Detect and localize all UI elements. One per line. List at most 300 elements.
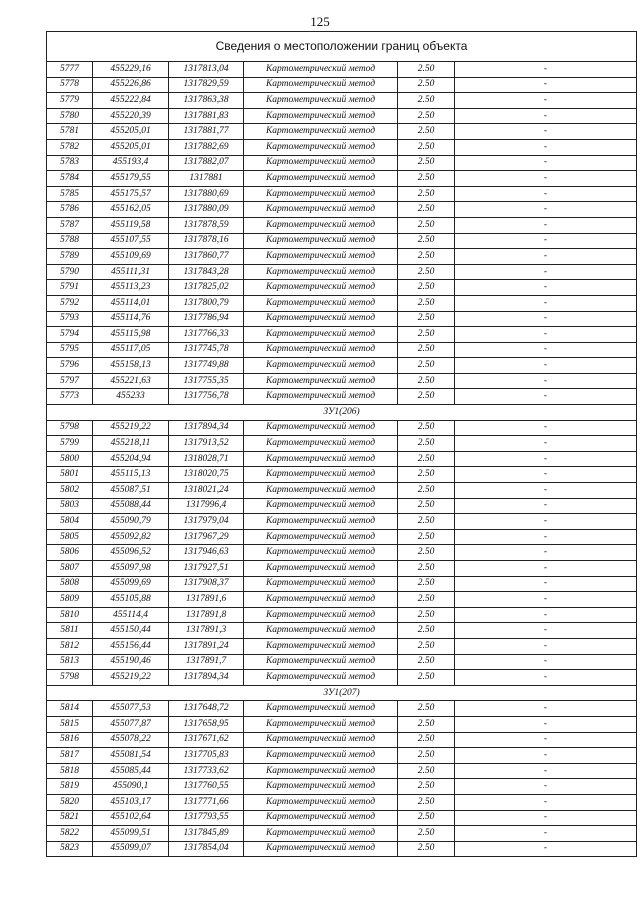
x-coordinate-cell: 455099,51 [93,826,169,842]
table-row [47,171,637,187]
y-coordinate-cell: 1317800,79 [169,295,244,311]
x-coordinate-cell: 455205,01 [93,139,169,155]
method-cell: Картометрический метод [244,280,398,296]
accuracy-cell: 2.50 [398,670,455,686]
method-cell: Картометрический метод [244,592,398,608]
x-coordinate-cell: 455085,44 [93,763,169,779]
method-cell: Картометрический метод [244,93,398,109]
description-cell: - [455,62,637,78]
y-coordinate-cell: 1317881,77 [169,124,244,140]
y-coordinate-cell: 1317648,72 [169,701,244,717]
x-coordinate-cell: 455219,22 [93,420,169,436]
point-number-cell: 5823 [47,841,93,857]
method-cell: Картометрический метод [244,389,398,405]
description-cell: - [455,389,637,405]
description-cell: - [455,108,637,124]
method-cell: Картометрический метод [244,561,398,577]
table-row [47,389,637,405]
point-number-cell: 5822 [47,826,93,842]
point-number-cell: 5788 [47,233,93,249]
point-number-cell: 5780 [47,108,93,124]
description-cell: - [455,794,637,810]
accuracy-cell: 2.50 [398,794,455,810]
point-number-cell: 5786 [47,202,93,218]
page-number: 125 [310,14,330,29]
description-cell: - [455,654,637,670]
x-coordinate-cell: 455119,58 [93,217,169,233]
method-cell: Картометрический метод [244,436,398,452]
point-number-cell: 5801 [47,467,93,483]
table-row [47,545,637,561]
method-cell: Картометрический метод [244,607,398,623]
accuracy-cell: 2.50 [398,264,455,280]
table-row [47,420,637,436]
point-number-cell: 5807 [47,561,93,577]
point-number-cell: 5817 [47,748,93,764]
method-cell: Картометрический метод [244,77,398,93]
accuracy-cell: 2.50 [398,124,455,140]
table-row [47,295,637,311]
table-row [47,483,637,499]
description-cell: - [455,561,637,577]
method-cell: Картометрический метод [244,498,398,514]
point-number-cell: 5821 [47,810,93,826]
y-coordinate-cell: 1317880,09 [169,202,244,218]
table-row [47,249,637,265]
table-row [47,701,637,717]
x-coordinate-cell: 455114,76 [93,311,169,327]
accuracy-cell: 2.50 [398,436,455,452]
point-number-cell: 5794 [47,327,93,343]
description-cell: - [455,373,637,389]
accuracy-cell: 2.50 [398,327,455,343]
table-row [47,794,637,810]
x-coordinate-cell: 455088,44 [93,498,169,514]
accuracy-cell: 2.50 [398,155,455,171]
table-row [47,358,637,374]
y-coordinate-cell: 1317927,51 [169,561,244,577]
accuracy-cell: 2.50 [398,638,455,654]
table-row [47,124,637,140]
y-coordinate-cell: 1317946,63 [169,545,244,561]
method-cell: Картометрический метод [244,311,398,327]
accuracy-cell: 2.50 [398,217,455,233]
y-coordinate-cell: 1317705,83 [169,748,244,764]
accuracy-cell: 2.50 [398,841,455,857]
method-cell: Картометрический метод [244,295,398,311]
point-number-cell: 5800 [47,451,93,467]
accuracy-cell: 2.50 [398,249,455,265]
section-row [47,685,637,701]
accuracy-cell: 2.50 [398,514,455,530]
x-coordinate-cell: 455103,17 [93,794,169,810]
y-coordinate-cell: 1317854,04 [169,841,244,857]
x-coordinate-cell: 455156,44 [93,638,169,654]
method-cell: Картометрический метод [244,467,398,483]
table-row [47,467,637,483]
table-row [47,529,637,545]
description-cell: - [455,451,637,467]
point-number-cell: 5783 [47,155,93,171]
y-coordinate-cell: 1317829,59 [169,77,244,93]
accuracy-cell: 2.50 [398,186,455,202]
x-coordinate-cell: 455097,98 [93,561,169,577]
point-number-cell: 5793 [47,311,93,327]
method-cell: Картометрический метод [244,576,398,592]
method-cell: Картометрический метод [244,654,398,670]
table-row [47,327,637,343]
table-row [47,342,637,358]
x-coordinate-cell: 455113,23 [93,280,169,296]
description-cell: - [455,186,637,202]
description-cell: - [455,623,637,639]
table-row [47,264,637,280]
accuracy-cell: 2.50 [398,451,455,467]
x-coordinate-cell: 455233 [93,389,169,405]
table-row [47,716,637,732]
y-coordinate-cell: 1317894,34 [169,670,244,686]
x-coordinate-cell: 455105,88 [93,592,169,608]
table-row [47,93,637,109]
x-coordinate-cell: 455099,69 [93,576,169,592]
description-cell: - [455,545,637,561]
method-cell: Картометрический метод [244,327,398,343]
table-row [47,139,637,155]
x-coordinate-cell: 455109,69 [93,249,169,265]
method-cell: Картометрический метод [244,623,398,639]
description-cell: - [455,716,637,732]
point-number-cell: 5804 [47,514,93,530]
table-row [47,779,637,795]
description-cell: - [455,810,637,826]
table-row [47,498,637,514]
method-cell: Картометрический метод [244,701,398,717]
accuracy-cell: 2.50 [398,139,455,155]
table-row [47,77,637,93]
accuracy-cell: 2.50 [398,748,455,764]
description-cell: - [455,826,637,842]
y-coordinate-cell: 1317891,6 [169,592,244,608]
accuracy-cell: 2.50 [398,561,455,577]
description-cell: - [455,124,637,140]
point-number-cell: 5798 [47,670,93,686]
table-row [47,623,637,639]
description-cell: - [455,233,637,249]
x-coordinate-cell: 455081,54 [93,748,169,764]
point-number-cell: 5798 [47,420,93,436]
accuracy-cell: 2.50 [398,716,455,732]
x-coordinate-cell: 455102,64 [93,810,169,826]
point-number-cell: 5791 [47,280,93,296]
method-cell: Картометрический метод [244,249,398,265]
y-coordinate-cell: 1317733,62 [169,763,244,779]
section-label: ЗУ1(207) [47,685,637,701]
x-coordinate-cell: 455107,55 [93,233,169,249]
y-coordinate-cell: 1317881 [169,171,244,187]
method-cell: Картометрический метод [244,810,398,826]
table-row [47,436,637,452]
description-cell: - [455,529,637,545]
x-coordinate-cell: 455193,4 [93,155,169,171]
point-number-cell: 5815 [47,716,93,732]
y-coordinate-cell: 1317756,78 [169,389,244,405]
table-row [47,763,637,779]
method-cell: Картометрический метод [244,108,398,124]
accuracy-cell: 2.50 [398,108,455,124]
x-coordinate-cell: 455222,84 [93,93,169,109]
description-cell: - [455,748,637,764]
x-coordinate-cell: 455221,63 [93,373,169,389]
description-cell: - [455,342,637,358]
description-cell: - [455,841,637,857]
point-number-cell: 5790 [47,264,93,280]
accuracy-cell: 2.50 [398,826,455,842]
table-row [47,748,637,764]
y-coordinate-cell: 1318028,71 [169,451,244,467]
table-row [47,561,637,577]
y-coordinate-cell: 1317813,04 [169,62,244,78]
boundary-coordinates-table [46,31,637,857]
method-cell: Картометрический метод [244,841,398,857]
x-coordinate-cell: 455096,52 [93,545,169,561]
accuracy-cell: 2.50 [398,202,455,218]
point-number-cell: 5810 [47,607,93,623]
accuracy-cell: 2.50 [398,623,455,639]
accuracy-cell: 2.50 [398,358,455,374]
point-number-cell: 5796 [47,358,93,374]
method-cell: Картометрический метод [244,670,398,686]
x-coordinate-cell: 455077,53 [93,701,169,717]
x-coordinate-cell: 455090,79 [93,514,169,530]
table-row [47,826,637,842]
table-row [47,732,637,748]
table-row [47,62,637,78]
x-coordinate-cell: 455220,39 [93,108,169,124]
method-cell: Картометрический метод [244,342,398,358]
description-cell: - [455,139,637,155]
table-row [47,108,637,124]
point-number-cell: 5777 [47,62,93,78]
x-coordinate-cell: 455204,94 [93,451,169,467]
y-coordinate-cell: 1317755,35 [169,373,244,389]
method-cell: Картометрический метод [244,794,398,810]
accuracy-cell: 2.50 [398,467,455,483]
y-coordinate-cell: 1317658,95 [169,716,244,732]
description-cell: - [455,436,637,452]
point-number-cell: 5787 [47,217,93,233]
x-coordinate-cell: 455158,13 [93,358,169,374]
accuracy-cell: 2.50 [398,654,455,670]
y-coordinate-cell: 1317880,69 [169,186,244,202]
description-cell: - [455,202,637,218]
method-cell: Картометрический метод [244,514,398,530]
method-cell: Картометрический метод [244,358,398,374]
x-coordinate-cell: 455179,55 [93,171,169,187]
accuracy-cell: 2.50 [398,545,455,561]
accuracy-cell: 2.50 [398,77,455,93]
y-coordinate-cell: 1317843,28 [169,264,244,280]
description-cell: - [455,638,637,654]
point-number-cell: 5782 [47,139,93,155]
point-number-cell: 5805 [47,529,93,545]
table-row [47,311,637,327]
description-cell: - [455,264,637,280]
x-coordinate-cell: 455229,16 [93,62,169,78]
accuracy-cell: 2.50 [398,576,455,592]
y-coordinate-cell: 1318020,75 [169,467,244,483]
y-coordinate-cell: 1317825,02 [169,280,244,296]
table-row [47,592,637,608]
y-coordinate-cell: 1317913,52 [169,436,244,452]
method-cell: Картометрический метод [244,529,398,545]
y-coordinate-cell: 1317793,55 [169,810,244,826]
y-coordinate-cell: 1317766,33 [169,327,244,343]
method-cell: Картометрический метод [244,155,398,171]
y-coordinate-cell: 1317882,07 [169,155,244,171]
y-coordinate-cell: 1318021,24 [169,483,244,499]
accuracy-cell: 2.50 [398,607,455,623]
x-coordinate-cell: 455111,31 [93,264,169,280]
point-number-cell: 5779 [47,93,93,109]
point-number-cell: 5797 [47,373,93,389]
method-cell: Картометрический метод [244,217,398,233]
description-cell: - [455,467,637,483]
description-cell: - [455,171,637,187]
point-number-cell: 5812 [47,638,93,654]
description-cell: - [455,779,637,795]
y-coordinate-cell: 1317881,83 [169,108,244,124]
x-coordinate-cell: 455162,05 [93,202,169,218]
method-cell: Картометрический метод [244,62,398,78]
accuracy-cell: 2.50 [398,732,455,748]
description-cell: - [455,77,637,93]
description-cell: - [455,498,637,514]
x-coordinate-cell: 455117,05 [93,342,169,358]
method-cell: Картометрический метод [244,748,398,764]
method-cell: Картометрический метод [244,202,398,218]
method-cell: Картометрический метод [244,420,398,436]
point-number-cell: 5813 [47,654,93,670]
x-coordinate-cell: 455175,57 [93,186,169,202]
y-coordinate-cell: 1317979,04 [169,514,244,530]
x-coordinate-cell: 455205,01 [93,124,169,140]
accuracy-cell: 2.50 [398,763,455,779]
point-number-cell: 5819 [47,779,93,795]
section-label: ЗУ1(206) [47,405,637,421]
point-number-cell: 5799 [47,436,93,452]
method-cell: Картометрический метод [244,124,398,140]
table-row [47,654,637,670]
method-cell: Картометрический метод [244,139,398,155]
description-cell: - [455,358,637,374]
y-coordinate-cell: 1317863,38 [169,93,244,109]
description-cell: - [455,295,637,311]
x-coordinate-cell: 455190,46 [93,654,169,670]
table-row [47,576,637,592]
table-row [47,670,637,686]
y-coordinate-cell: 1317749,88 [169,358,244,374]
description-cell: - [455,592,637,608]
section-row [47,405,637,421]
point-number-cell: 5816 [47,732,93,748]
y-coordinate-cell: 1317891,7 [169,654,244,670]
y-coordinate-cell: 1317878,59 [169,217,244,233]
accuracy-cell: 2.50 [398,701,455,717]
accuracy-cell: 2.50 [398,62,455,78]
description-cell: - [455,732,637,748]
point-number-cell: 5818 [47,763,93,779]
table-row [47,186,637,202]
point-number-cell: 5792 [47,295,93,311]
point-number-cell: 5820 [47,794,93,810]
method-cell: Картометрический метод [244,826,398,842]
accuracy-cell: 2.50 [398,311,455,327]
method-cell: Картометрический метод [244,264,398,280]
description-cell: - [455,483,637,499]
accuracy-cell: 2.50 [398,233,455,249]
y-coordinate-cell: 1317745,78 [169,342,244,358]
point-number-cell: 5814 [47,701,93,717]
table-row [47,841,637,857]
description-cell: - [455,514,637,530]
method-cell: Картометрический метод [244,171,398,187]
accuracy-cell: 2.50 [398,498,455,514]
table-body [47,32,637,857]
table-row [47,373,637,389]
accuracy-cell: 2.50 [398,342,455,358]
y-coordinate-cell: 1317908,37 [169,576,244,592]
y-coordinate-cell: 1317786,94 [169,311,244,327]
table-title: Сведения о местоположении границ объекта [47,32,637,62]
description-cell: - [455,701,637,717]
description-cell: - [455,327,637,343]
method-cell: Картометрический метод [244,763,398,779]
accuracy-cell: 2.50 [398,529,455,545]
point-number-cell: 5803 [47,498,93,514]
method-cell: Картометрический метод [244,716,398,732]
y-coordinate-cell: 1317891,24 [169,638,244,654]
accuracy-cell: 2.50 [398,483,455,499]
title-row [47,32,637,62]
x-coordinate-cell: 455092,82 [93,529,169,545]
accuracy-cell: 2.50 [398,280,455,296]
point-number-cell: 5773 [47,389,93,405]
method-cell: Картометрический метод [244,732,398,748]
description-cell: - [455,280,637,296]
point-number-cell: 5802 [47,483,93,499]
x-coordinate-cell: 455114,4 [93,607,169,623]
y-coordinate-cell: 1317771,66 [169,794,244,810]
y-coordinate-cell: 1317878,16 [169,233,244,249]
accuracy-cell: 2.50 [398,373,455,389]
x-coordinate-cell: 455099,07 [93,841,169,857]
point-number-cell: 5811 [47,623,93,639]
point-number-cell: 5789 [47,249,93,265]
y-coordinate-cell: 1317891,8 [169,607,244,623]
method-cell: Картометрический метод [244,233,398,249]
table-row [47,810,637,826]
description-cell: - [455,311,637,327]
description-cell: - [455,217,637,233]
x-coordinate-cell: 455087,51 [93,483,169,499]
table-row [47,514,637,530]
x-coordinate-cell: 455115,13 [93,467,169,483]
point-number-cell: 5809 [47,592,93,608]
y-coordinate-cell: 1317882,69 [169,139,244,155]
method-cell: Картометрический метод [244,545,398,561]
table-row [47,638,637,654]
y-coordinate-cell: 1317671,62 [169,732,244,748]
